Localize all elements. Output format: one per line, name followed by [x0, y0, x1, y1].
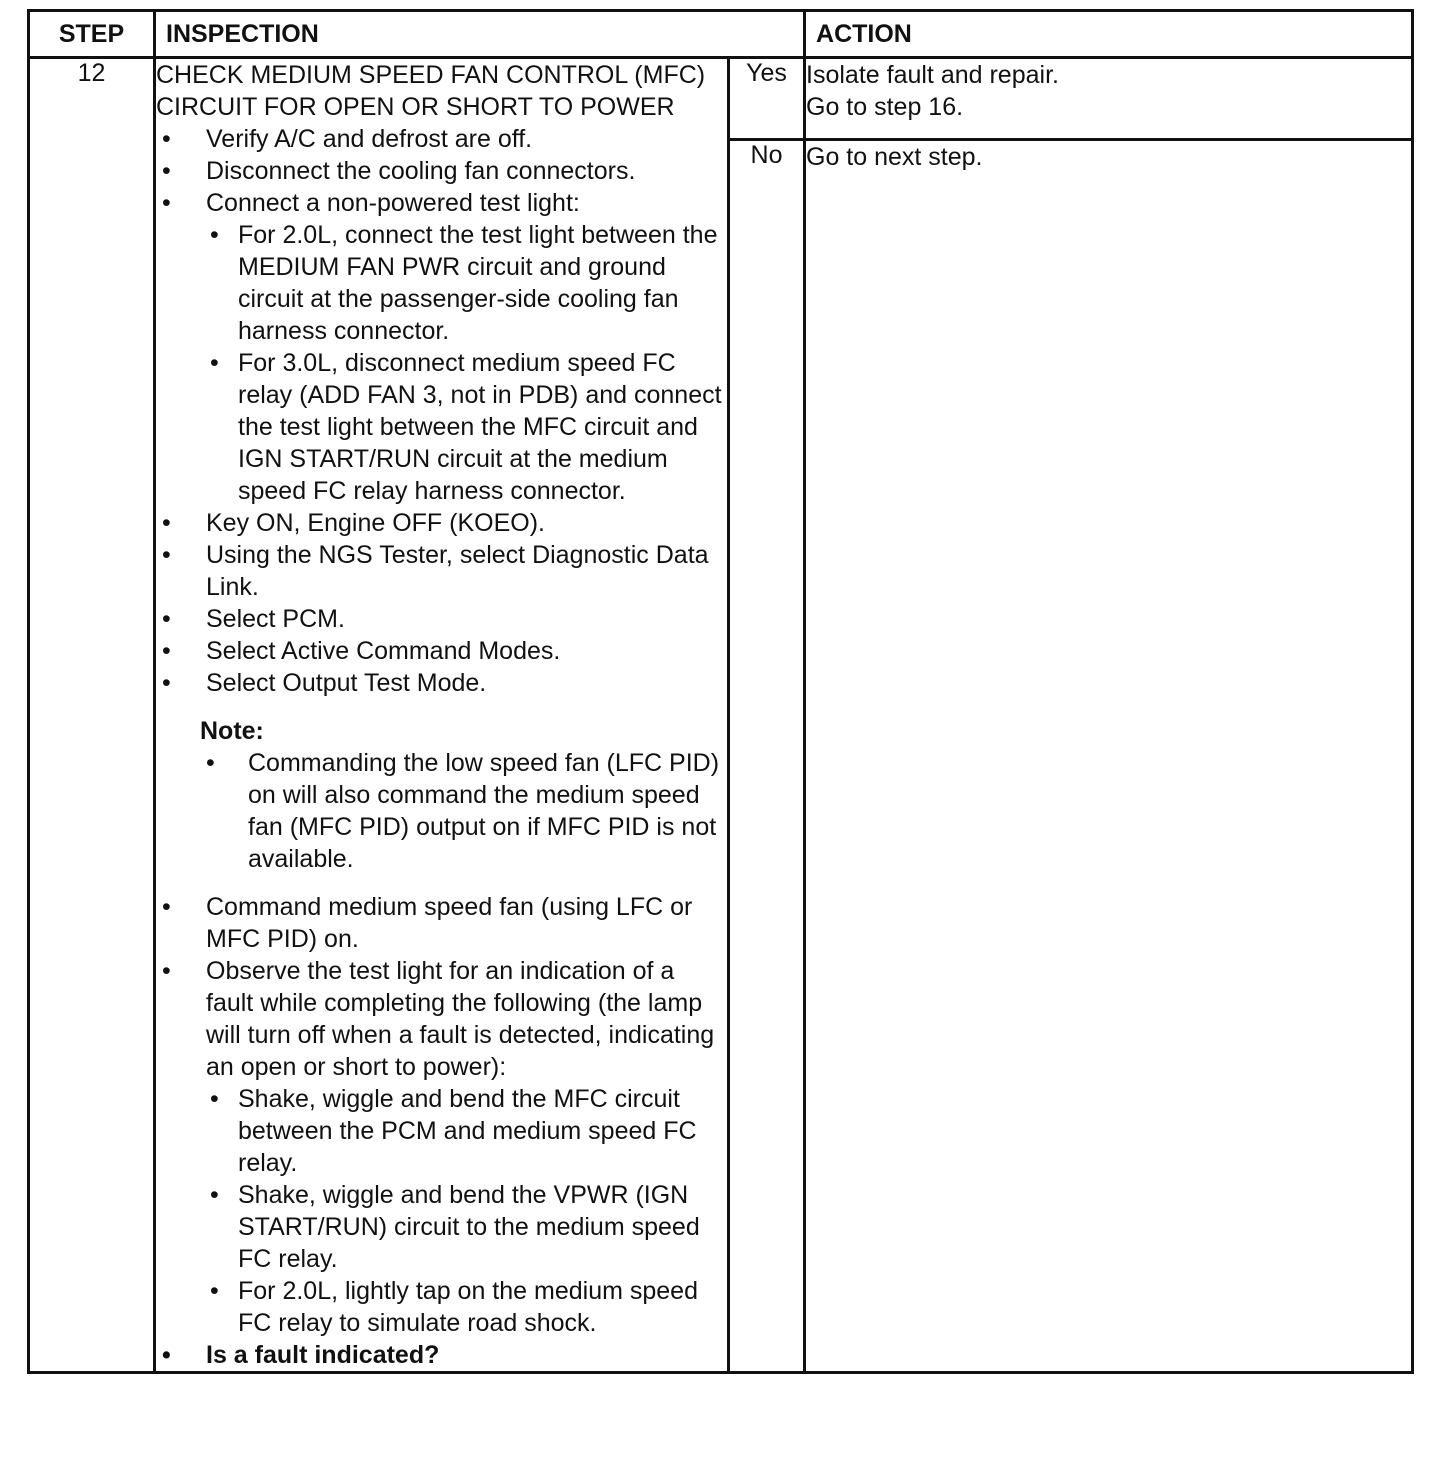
list-item: • Select PCM. [156, 603, 727, 635]
yes-action-line2: Go to step 16. [806, 93, 964, 121]
header-action [805, 11, 1413, 58]
header-step: STEP [29, 11, 155, 58]
sub-list-item: • Shake, wiggle and bend the MFC circuit between the PCM and medium speed FC relay. [206, 1083, 727, 1179]
no-label: No [729, 140, 805, 1373]
diagnostic-page [27, 9, 1411, 1374]
sub-list-item: • For 2.0L, connect the test light between the MEDIUM FAN PWR circuit and ground circuit at the passenger-side cooling fan harness connector. [206, 219, 727, 347]
diagnostic-table [27, 9, 1414, 1374]
header-inspection-label: INSPECTION [166, 19, 319, 48]
yes-row [29, 58, 1413, 140]
header-row [29, 11, 1413, 58]
list-item: • Command medium speed fan (using LFC or MFC PID) on. [156, 891, 727, 955]
sub-list-item: • For 2.0L, lightly tap on the medium speed FC relay to simulate road shock. [206, 1275, 727, 1339]
sub-list-item: • Shake, wiggle and bend the VPWR (IGN START/RUN) circuit to the medium speed FC relay. [206, 1179, 727, 1275]
list-item: • Verify A/C and defrost are off. [156, 123, 727, 155]
yes-label: Yes [729, 58, 805, 140]
question-item: • Is a fault indicated? [156, 1339, 727, 1371]
sub-list-item: • For 3.0L, disconnect medium speed FC relay (ADD FAN 3, not in PDB) and connect the test light between the MFC circuit and IGN START/RUN circuit at the medium speed FC relay harness connector. [206, 347, 727, 507]
list-item: • Select Output Test Mode. [156, 667, 727, 699]
list-item [156, 955, 727, 1339]
no-action: Go to next step. [805, 140, 1413, 1373]
note-list [200, 747, 727, 875]
note-block [200, 715, 727, 875]
observe-sublist [206, 1083, 727, 1339]
list-item: • Key ON, Engine OFF (KOEO). [156, 507, 727, 539]
step-number: 12 [29, 58, 155, 1373]
list-item: • Select Active Command Modes. [156, 635, 727, 667]
list-item: • Using the NGS Tester, select Diagnostic Data Link. [156, 539, 727, 603]
header-inspection [155, 11, 805, 58]
test-light-sublist [206, 219, 727, 507]
yes-action-line1: Isolate fault and repair. [806, 61, 1059, 89]
inspection-cell [155, 58, 729, 1373]
list-item-text: Observe the test light for an indication of a fault while completing the following (the lamp will turn off when a fault is detected, indicating an open or short to power): [206, 957, 715, 1081]
inspection-title: CHECK MEDIUM SPEED FAN CONTROL (MFC) CIRCUIT FOR OPEN OR SHORT TO POWER [156, 61, 706, 121]
list-item [156, 187, 727, 507]
header-action-label: ACTION [816, 19, 912, 48]
list-item: • Disconnect the cooling fan connectors. [156, 155, 727, 187]
yes-action [805, 58, 1413, 140]
note-item: • Commanding the low speed fan (LFC PID) on will also command the medium speed fan (MFC PID) output on if MFC PID is not available. [200, 747, 727, 875]
bullet-list-c [156, 891, 727, 1371]
list-item-text: Connect a non-powered test light: [206, 189, 580, 217]
bullet-list-a [156, 123, 727, 699]
note-label: Note: [200, 717, 264, 745]
